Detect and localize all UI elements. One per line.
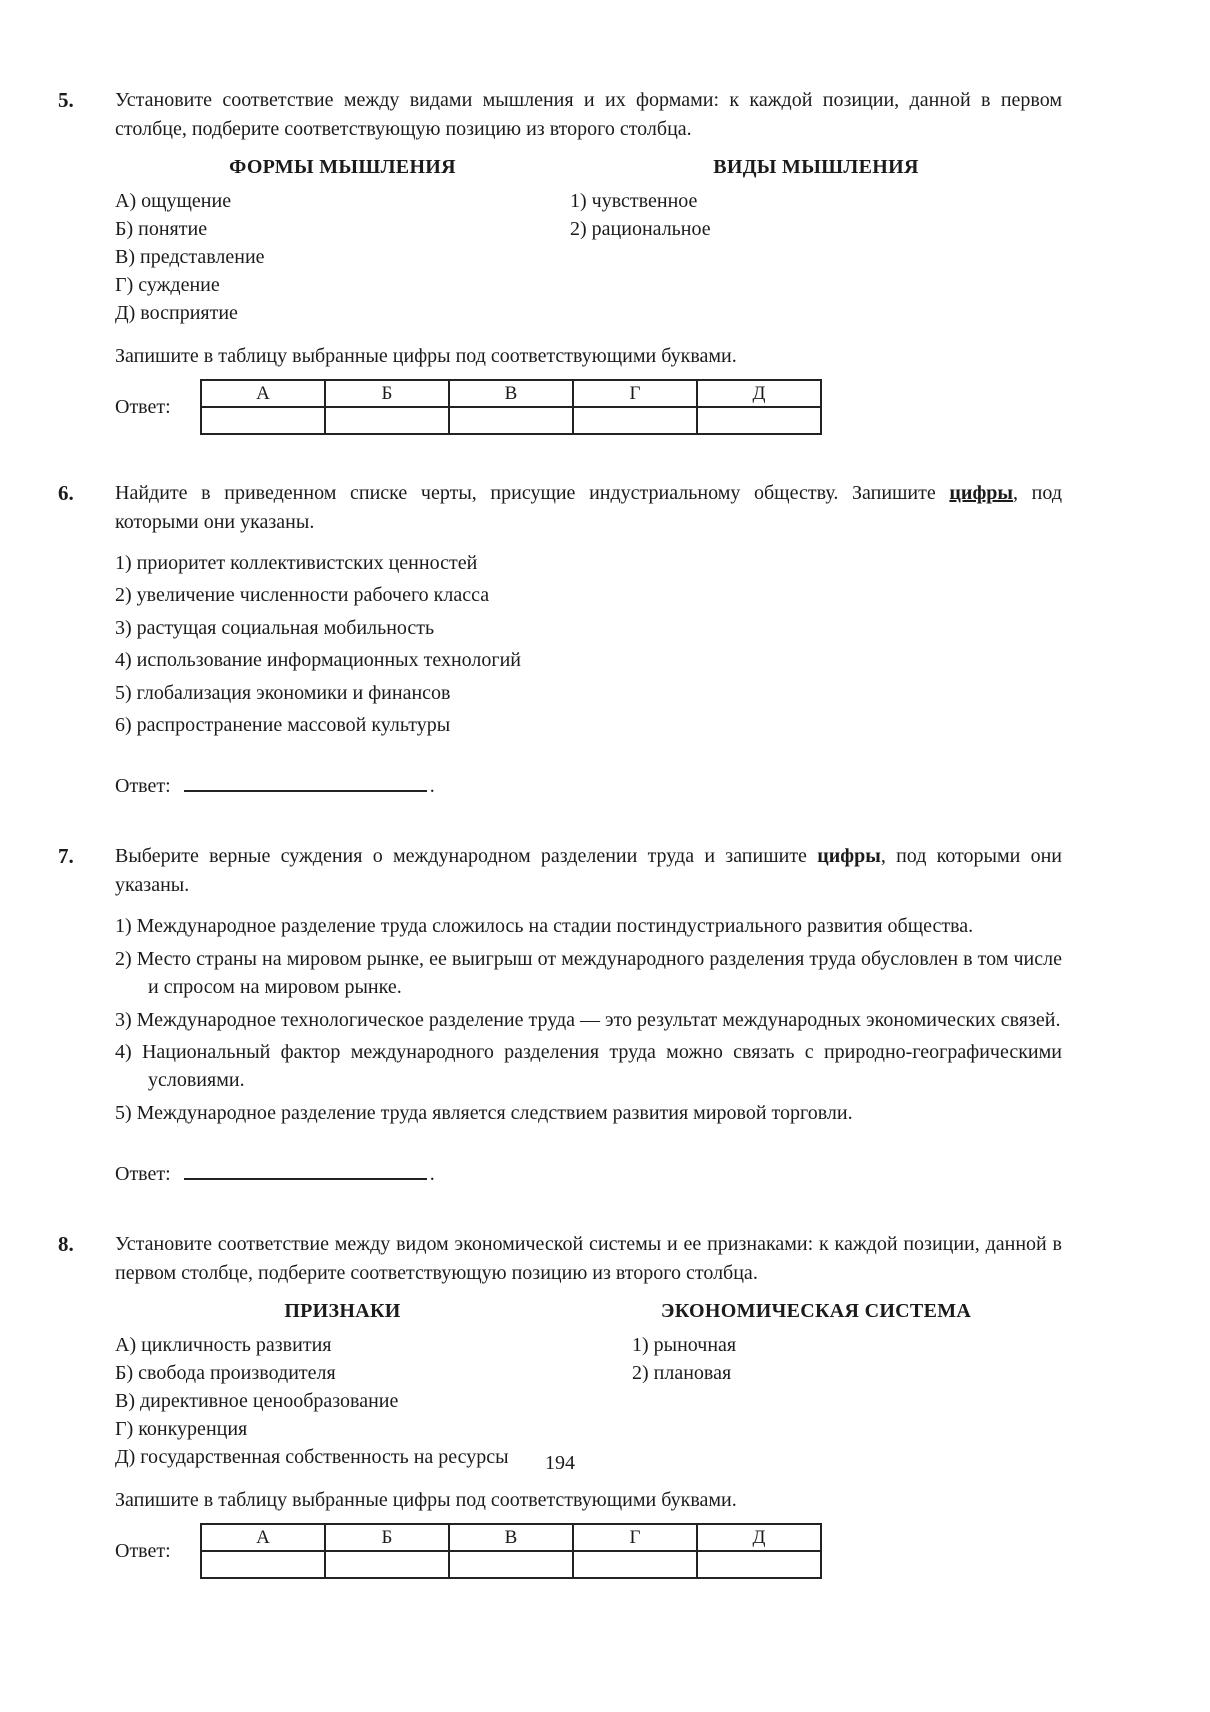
answer-table-header-cell: Г — [573, 1524, 697, 1551]
match-item: 1) чувственное — [570, 190, 698, 212]
column-header-left: ПРИЗНАКИ — [284, 1300, 401, 1323]
match-item: Б) понятие — [115, 218, 208, 240]
list-item: 2) увеличение численности рабочего класса — [115, 584, 490, 607]
matching-section — [115, 1300, 1062, 1472]
prompt-text: , под которыми они указаны. — [115, 482, 1062, 533]
question-body — [115, 479, 1062, 798]
answer-table-blank-cell — [449, 407, 573, 434]
answer-table-header-cell: А — [201, 1524, 325, 1551]
statements-list — [115, 912, 1062, 1127]
prompt-text: Найдите в приведенном списке черты, присущие индустриальному обществу. Запишите — [115, 482, 950, 504]
question-7 — [58, 842, 1062, 1186]
answer-table-header-row — [201, 1524, 821, 1551]
column-header-right: ЭКОНОМИЧЕСКАЯ СИСТЕМА — [660, 1300, 972, 1323]
question-body — [115, 842, 1062, 1186]
list-item: 2) Место страны на мировом рынке, ее выигрыш от международного разделения труда обусловлен в том числе и спросом на мировом рынке. — [115, 947, 1062, 999]
match-item: В) директивное ценообразование — [115, 1390, 399, 1413]
table-instruction: Запишите в таблицу выбранные цифры под соответствующими буквами. — [115, 1489, 737, 1512]
list-item: 5) Международное разделение труда является следствием развития мировой торговли. — [115, 1101, 853, 1124]
answer-table-blank-cell — [325, 1551, 449, 1578]
question-number: 8. — [58, 1232, 74, 1257]
answer-table-blank-cell — [573, 407, 697, 434]
match-item: 2) рациональное — [570, 218, 711, 240]
answer-table-blank-cell — [573, 1551, 697, 1578]
prompt-bold-word: цифры — [817, 845, 881, 868]
list-item: 6) распространение массовой культуры — [115, 713, 451, 736]
answer-label: Ответ: — [115, 395, 171, 418]
list-item: 1) приоритет коллективистских ценностей — [115, 552, 478, 574]
answer-table-header-cell: Д — [697, 1524, 821, 1551]
list-item: 3) растущая социальная мобильность — [115, 616, 435, 639]
answer-table-header-cell: А — [201, 380, 325, 407]
table-instruction: Запишите в таблицу выбранные цифры под соответствующими буквами. — [115, 345, 737, 367]
list-item: 3) Международное технологическое разделение труда — это результат международных экономических связей. — [115, 1008, 1061, 1031]
question-prompt — [115, 842, 1062, 900]
page-number: 194 — [545, 1452, 575, 1474]
answer-line — [115, 771, 1062, 798]
question-number: 5. — [58, 88, 74, 112]
answer-table-blank-cell — [325, 407, 449, 434]
question-number: 7. — [58, 844, 74, 869]
match-item: Г) конкуренция — [115, 1418, 248, 1441]
matching-section — [115, 156, 1062, 328]
match-right-column — [570, 1300, 1062, 1472]
answer-suffix: . — [429, 775, 435, 798]
question-8 — [58, 1230, 1062, 1579]
match-item: 1) рыночная — [632, 1334, 737, 1357]
question-body — [115, 1230, 1062, 1579]
answer-blank — [184, 771, 427, 792]
match-item: 2) плановая — [632, 1362, 732, 1385]
answer-table-blank-row — [201, 407, 821, 434]
answer-row — [115, 1523, 1062, 1579]
match-item: А) цикличность развития — [115, 1334, 332, 1357]
question-prompt — [115, 479, 1062, 537]
column-header-left: ФОРМЫ МЫШЛЕНИЯ — [229, 156, 456, 178]
question-5 — [58, 86, 1062, 435]
answer-table-header-cell: В — [449, 1524, 573, 1551]
answer-label: Ответ: — [115, 1163, 171, 1186]
answer-line — [115, 1159, 1062, 1186]
answer-table-blank-cell — [201, 1551, 325, 1578]
match-item: Д) государственная собственность на ресурсы — [115, 1446, 509, 1469]
prompt-bold-word: цифры — [949, 482, 1014, 504]
answer-table-blank-cell — [697, 407, 821, 434]
answer-table-header-cell: Б — [325, 1524, 449, 1551]
question-number: 6. — [58, 481, 74, 505]
column-header-right: ВИДЫ МЫШЛЕНИЯ — [713, 156, 919, 178]
answer-table-blank-cell — [201, 407, 325, 434]
answer-table-header-cell: В — [449, 380, 573, 407]
list-item: 5) глобализация экономики и финансов — [115, 681, 451, 704]
match-item: Г) суждение — [115, 274, 220, 296]
match-item: Б) свобода производителя — [115, 1362, 336, 1385]
prompt-text: Выберите верные суждения о международном разделении труда и запишите — [115, 845, 818, 868]
answer-table-header-row — [201, 380, 821, 407]
list-item: 1) Международное разделение труда сложилось на стадии постиндустриального развития общества. — [115, 915, 974, 938]
match-item: Д) восприятие — [115, 302, 238, 324]
question-6 — [58, 479, 1062, 798]
match-item: А) ощущение — [115, 190, 232, 212]
answer-row — [115, 379, 1062, 435]
answer-table-blank-row — [201, 1551, 821, 1578]
answer-label: Ответ: — [115, 775, 171, 798]
answer-table-header-cell: Г — [573, 380, 697, 407]
match-left-column — [115, 1300, 570, 1472]
question-prompt: Установите соответствие между видом экономической системы и ее признаками: к каждой позиции, данной в первом столбце, подберите соответствующую позицию из второго столбца. — [115, 1233, 1062, 1285]
answer-table-blank-cell — [449, 1551, 573, 1578]
answer-label: Ответ: — [115, 1539, 171, 1562]
prompt-text: , под которыми они указаны. — [115, 845, 1062, 897]
options-list — [115, 549, 1062, 739]
answer-table-header-cell: Б — [325, 380, 449, 407]
answer-table-blank-cell — [697, 1551, 821, 1578]
match-item: В) представление — [115, 246, 265, 268]
answer-table-header-cell: Д — [697, 380, 821, 407]
match-right-column — [570, 156, 1062, 328]
answer-table — [200, 379, 822, 435]
question-body — [115, 86, 1062, 435]
list-item: 4) использование информационных технологий — [115, 649, 521, 672]
match-left-column — [115, 156, 570, 328]
question-prompt: Установите соответствие между видами мышления и их формами: к каждой позиции, данной в первом столбце, подберите соответствующую позицию из второго столбца. — [115, 89, 1062, 140]
answer-suffix: . — [429, 1163, 435, 1186]
answer-blank — [184, 1159, 427, 1180]
list-item: 4) Национальный фактор международного разделения труда можно связать с природно-географическими условиями. — [115, 1040, 1062, 1092]
answer-table — [200, 1523, 822, 1579]
